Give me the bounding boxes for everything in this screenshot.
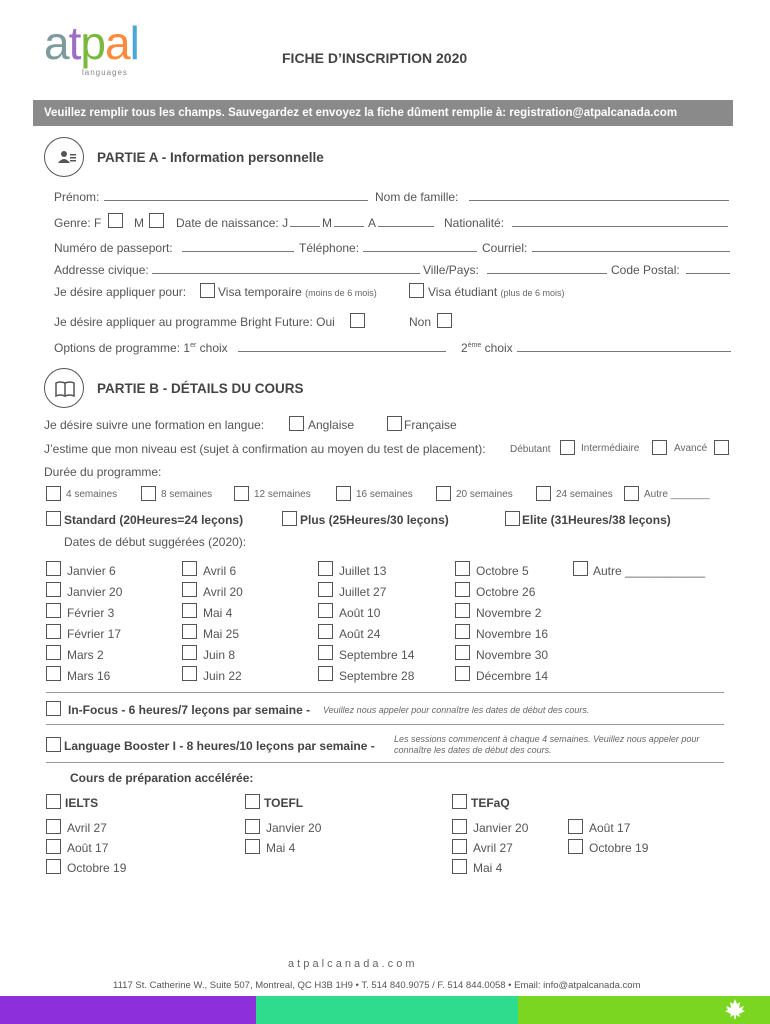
- telephone-field[interactable]: [363, 241, 477, 252]
- start-date-label: Juillet 27: [339, 585, 387, 599]
- start-date-checkbox[interactable]: [182, 582, 197, 597]
- infocus-note: Veuillez nous appeler pour connaître les dates de début des cours.: [323, 705, 590, 715]
- part-a-heading: PARTIE A - Information personnelle: [97, 150, 324, 165]
- start-date-checkbox[interactable]: [182, 666, 197, 681]
- dates-label: Dates de début suggérées (2020):: [64, 535, 247, 549]
- prep-date-checkbox[interactable]: [46, 859, 61, 874]
- dob-label: Date de naissance: J: [176, 216, 289, 230]
- divider: [46, 692, 724, 693]
- prep-date-checkbox[interactable]: [452, 859, 467, 874]
- choix2-field[interactable]: [517, 341, 731, 352]
- dob-year-field[interactable]: [378, 216, 434, 227]
- booster-note-line2: connaître les dates de début des cours.: [394, 745, 552, 755]
- options-label: Options de programme: 1er choix: [54, 341, 228, 355]
- dob-month-field[interactable]: [334, 216, 364, 227]
- prep-date-checkbox[interactable]: [452, 819, 467, 834]
- start-date-checkbox[interactable]: [455, 666, 470, 681]
- genre-f-checkbox[interactable]: [108, 213, 123, 228]
- courriel-field[interactable]: [532, 241, 730, 252]
- duration-label: 20 semaines: [456, 489, 513, 500]
- passeport-field[interactable]: [182, 241, 294, 252]
- bright-non-checkbox[interactable]: [437, 313, 452, 328]
- ielts-checkbox[interactable]: [46, 794, 61, 809]
- start-date-label: Septembre 28: [339, 669, 415, 683]
- prep-date-checkbox[interactable]: [568, 839, 583, 854]
- start-date-checkbox[interactable]: [455, 645, 470, 660]
- start-date-label: Juin 22: [203, 669, 242, 683]
- start-date-label: Novembre 2: [476, 606, 542, 620]
- start-date-label: Juillet 13: [339, 564, 387, 578]
- ville-field[interactable]: [487, 263, 607, 274]
- start-date-checkbox[interactable]: [46, 666, 61, 681]
- start-date-checkbox[interactable]: [455, 603, 470, 618]
- tefaq-label: TEFaQ: [471, 796, 510, 810]
- debutant-checkbox[interactable]: [560, 440, 575, 455]
- footer-website: a t p a l c a n a d a . c o m: [288, 958, 415, 970]
- prep-date-label: Avril 27: [67, 821, 107, 835]
- standard-checkbox[interactable]: [46, 511, 61, 526]
- prep-date-label: Août 17: [589, 821, 631, 835]
- duree-label: Durée du programme:: [44, 465, 162, 479]
- niveau-label: J’estime que mon niveau est (sujet à confirmation au moyen du test de placement):: [44, 442, 486, 456]
- start-date-label: Novembre 30: [476, 648, 549, 662]
- francaise-label: Française: [404, 418, 457, 432]
- start-date-checkbox[interactable]: [455, 582, 470, 597]
- start-date-checkbox[interactable]: [46, 582, 61, 597]
- tefaq-checkbox[interactable]: [452, 794, 467, 809]
- start-date-label: Décembre 14: [476, 669, 549, 683]
- start-date-label: Octobre 5: [476, 564, 529, 578]
- start-date-label: Mai 4: [203, 606, 233, 620]
- start-date-checkbox[interactable]: [455, 624, 470, 639]
- bright-future-label: Je désire appliquer au programme Bright Future: Oui: [54, 315, 335, 329]
- start-date-label: Avril 20: [203, 585, 243, 599]
- start-date-label: Août 10: [339, 606, 381, 620]
- duration-checkbox[interactable]: [624, 486, 639, 501]
- logo-letter: a: [44, 17, 69, 69]
- ville-label: Ville/Pays:: [423, 263, 479, 277]
- autre-date-checkbox[interactable]: [573, 561, 588, 576]
- start-date-label: Novembre 16: [476, 627, 549, 641]
- prep-date-label: Août 17: [67, 841, 109, 855]
- toefl-label: TOEFL: [264, 796, 304, 810]
- start-date-label: Février 17: [67, 627, 122, 641]
- elite-checkbox[interactable]: [505, 511, 520, 526]
- prep-date-label: Octobre 19: [589, 841, 649, 855]
- start-date-label: Mai 25: [203, 627, 240, 641]
- prenom-field[interactable]: [104, 190, 368, 201]
- nationalite-field[interactable]: [512, 216, 728, 227]
- footer-address: 1117 St. Catherine W., Suite 507, Montreal, QC H3B 1H9 • T. 514 840.9075 / F. 514 844.0058 • Email: info@atpalcanada.com: [113, 980, 641, 991]
- telephone-label: Téléphone:: [299, 241, 360, 255]
- prep-heading: Cours de préparation accélérée:: [70, 771, 254, 785]
- prep-date-checkbox[interactable]: [568, 819, 583, 834]
- prep-date-checkbox[interactable]: [46, 819, 61, 834]
- start-date-checkbox[interactable]: [182, 603, 197, 618]
- start-date-checkbox[interactable]: [46, 561, 61, 576]
- prep-date-label: Avril 27: [473, 841, 513, 855]
- start-date-checkbox[interactable]: [46, 624, 61, 639]
- divider: [46, 762, 724, 763]
- intermediaire-label: Intermédiaire: [581, 443, 640, 454]
- footer-bar-green: [256, 996, 518, 1024]
- duration-label: 24 semaines: [556, 489, 613, 500]
- prep-date-label: Janvier 20: [266, 821, 322, 835]
- divider: [46, 724, 724, 725]
- code-postal-label: Code Postal:: [611, 263, 680, 277]
- nom-label: Nom de famille:: [375, 190, 459, 204]
- duration-checkbox[interactable]: [336, 486, 351, 501]
- genre-f-label: Genre: F: [54, 216, 102, 230]
- appliquer-label: Je désire appliquer pour:: [54, 285, 187, 299]
- dob-day-field[interactable]: [290, 216, 320, 227]
- start-date-label: Octobre 26: [476, 585, 536, 599]
- visa-temp-checkbox[interactable]: [200, 283, 215, 298]
- prep-date-checkbox[interactable]: [46, 839, 61, 854]
- prep-date-label: Mai 4: [473, 861, 503, 875]
- visa-temp-label: Visa temporaire (moins de 6 mois): [218, 285, 377, 299]
- maple-leaf-icon: [724, 998, 746, 1023]
- book-icon: [44, 368, 84, 408]
- prep-date-checkbox[interactable]: [245, 839, 260, 854]
- start-date-checkbox[interactable]: [318, 582, 333, 597]
- duration-checkbox[interactable]: [141, 486, 156, 501]
- code-postal-field[interactable]: [686, 263, 730, 274]
- logo-sublabel: languages: [82, 68, 128, 77]
- start-date-checkbox[interactable]: [318, 603, 333, 618]
- part-b-heading: PARTIE B - DÉTAILS DU COURS: [97, 381, 304, 396]
- avance-label: Avancé: [674, 443, 708, 454]
- start-date-checkbox[interactable]: [455, 561, 470, 576]
- start-date-label: Mars 2: [67, 648, 104, 662]
- dob-year-label: A: [368, 216, 377, 230]
- intermediaire-checkbox[interactable]: [652, 440, 667, 455]
- nom-field[interactable]: [469, 190, 729, 201]
- prep-date-label: Mai 4: [266, 841, 296, 855]
- start-date-checkbox[interactable]: [318, 645, 333, 660]
- choix1-field[interactable]: [238, 341, 446, 352]
- infocus-label: In-Focus - 6 heures/7 leçons par semaine -: [68, 703, 311, 717]
- start-date-checkbox[interactable]: [182, 561, 197, 576]
- plus-checkbox[interactable]: [282, 511, 297, 526]
- choix2-label: 2ème choix: [461, 341, 513, 355]
- person-icon: [44, 137, 84, 177]
- visa-etud-label: Visa étudiant (plus de 6 mois): [428, 285, 565, 299]
- prep-date-label: Octobre 19: [67, 861, 127, 875]
- bright-oui-checkbox[interactable]: [350, 313, 365, 328]
- prep-date-checkbox[interactable]: [452, 839, 467, 854]
- form-title: FICHE D’INSCRIPTION 2020: [282, 50, 468, 66]
- logo: [44, 18, 139, 78]
- start-date-label: Janvier 6: [67, 564, 116, 578]
- booster-label: Language Booster I - 8 heures/10 leçons par semaine -: [64, 739, 375, 753]
- start-date-label: Janvier 20: [67, 585, 123, 599]
- start-date-checkbox[interactable]: [318, 666, 333, 681]
- adresse-field[interactable]: [152, 263, 420, 274]
- start-date-checkbox[interactable]: [182, 624, 197, 639]
- infocus-checkbox[interactable]: [46, 701, 61, 716]
- duration-label: 16 semaines: [356, 489, 413, 500]
- duration-checkbox[interactable]: [536, 486, 551, 501]
- duration-label: 8 semaines: [161, 489, 213, 500]
- autre-date-label: Autre ____________: [593, 564, 706, 578]
- start-date-checkbox[interactable]: [318, 624, 333, 639]
- anglaise-checkbox[interactable]: [289, 416, 304, 431]
- start-date-checkbox[interactable]: [46, 603, 61, 618]
- instruction-text: Veuillez remplir tous les champs. Sauvegardez et envoyez la fiche dûment remplie à: registration@atpalcanada.com: [44, 107, 678, 119]
- start-date-label: Juin 8: [203, 648, 236, 662]
- passeport-label: Numéro de passeport:: [54, 241, 173, 255]
- toefl-checkbox[interactable]: [245, 794, 260, 809]
- start-date-label: Février 3: [67, 606, 115, 620]
- prenom-label: Prénom:: [54, 190, 100, 204]
- duration-checkbox[interactable]: [436, 486, 451, 501]
- genre-m-checkbox[interactable]: [149, 213, 164, 228]
- adresse-label: Addresse civique:: [54, 263, 149, 277]
- logo-letter: l: [129, 17, 139, 69]
- duration-label: 12 semaines: [254, 489, 311, 500]
- standard-label: Standard (20Heures=24 leçons): [64, 513, 244, 527]
- start-date-checkbox[interactable]: [46, 645, 61, 660]
- avance-checkbox[interactable]: [714, 440, 729, 455]
- genre-m-label: M: [134, 216, 144, 230]
- dob-month-label: M: [322, 216, 332, 230]
- start-date-label: Mars 16: [67, 669, 111, 683]
- logo-letter: p: [80, 17, 105, 69]
- visa-etud-checkbox[interactable]: [409, 283, 424, 298]
- anglaise-label: Anglaise: [308, 418, 355, 432]
- plus-label: Plus (25Heures/30 leçons): [300, 513, 449, 527]
- booster-checkbox[interactable]: [46, 737, 61, 752]
- start-date-label: Août 24: [339, 627, 381, 641]
- bright-non-label: Non: [409, 315, 432, 329]
- prep-date-checkbox[interactable]: [245, 819, 260, 834]
- start-date-label: Septembre 14: [339, 648, 415, 662]
- francaise-checkbox[interactable]: [387, 416, 402, 431]
- start-date-label: Avril 6: [203, 564, 237, 578]
- duration-label: 4 semaines: [66, 489, 118, 500]
- duration-checkbox[interactable]: [234, 486, 249, 501]
- duration-label: Autre _______: [644, 489, 710, 500]
- langue-label: Je désire suivre une formation en langue:: [44, 418, 265, 432]
- logo-letter: t: [68, 17, 81, 69]
- duration-checkbox[interactable]: [46, 486, 61, 501]
- booster-note-line1: Les sessions commencent à chaque 4 semaines. Veuillez nous appeler pour: [394, 734, 700, 744]
- logo-letter: a: [104, 17, 130, 69]
- start-date-checkbox[interactable]: [182, 645, 197, 660]
- elite-label: Elite (31Heures/38 leçons): [522, 513, 671, 527]
- courriel-label: Courriel:: [482, 241, 528, 255]
- start-date-checkbox[interactable]: [318, 561, 333, 576]
- prep-date-label: Janvier 20: [473, 821, 529, 835]
- footer-bar-purple: [0, 996, 256, 1024]
- ielts-label: IELTS: [65, 796, 99, 810]
- nationalite-label: Nationalité:: [444, 216, 505, 230]
- debutant-label: Débutant: [510, 444, 551, 455]
